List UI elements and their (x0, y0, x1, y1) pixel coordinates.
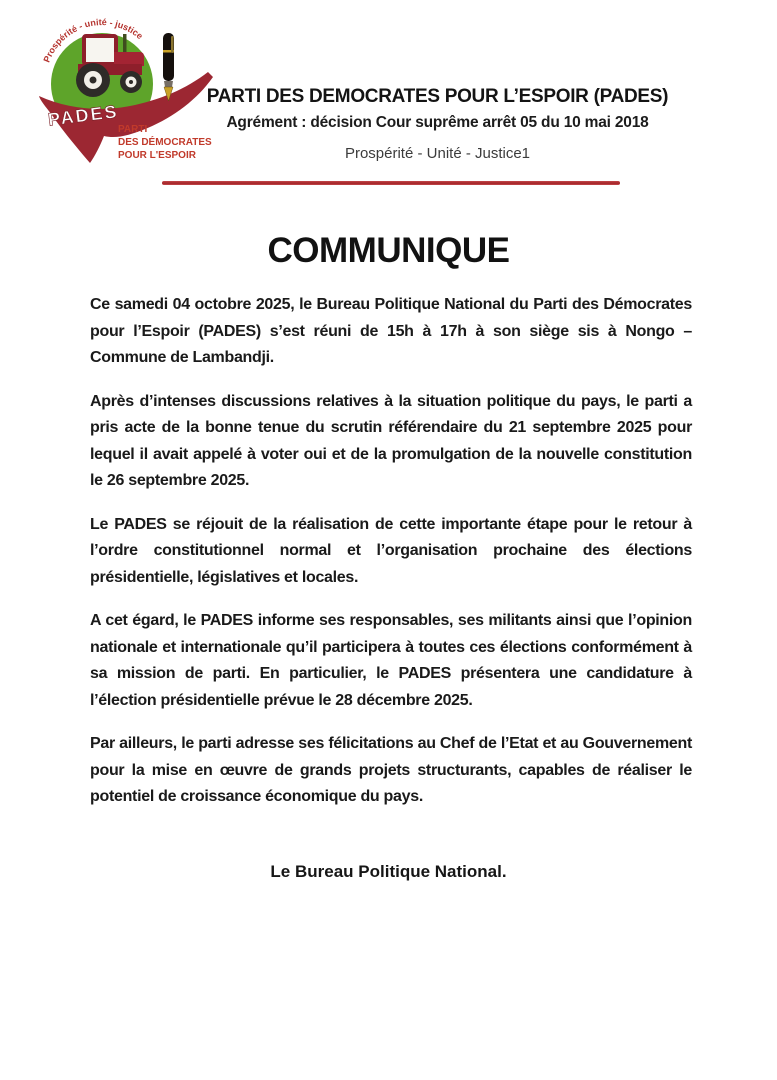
party-logo (34, 12, 222, 174)
logo-party-name (118, 124, 212, 161)
logo-acronym: PADES (46, 101, 120, 130)
signature-line: Le Bureau Politique National. (270, 862, 507, 881)
paragraph-1: Ce samedi 04 octobre 2025, le Bureau Politique National du Parti des Démocrates pour l’Espoir (PADES) s’est réuni de 15h à 17h à son siège sis à Nongo – Commune de Lambandji. (90, 296, 692, 366)
logo-arc-text: Prospérité - unité - justice (41, 17, 145, 64)
paragraph-3: Le PADES se réjouit de la réalisation de cette importante étape pour le retour à l’ordre constitutionnel normal et l’organisation prochaine des élections présidentielle, législatives et locales. (90, 515, 692, 586)
svg-text:POUR L'ESPOIR: POUR L'ESPOIR (118, 150, 196, 161)
pen-icon (163, 33, 174, 101)
paragraph-5: Par ailleurs, le parti adresse ses félicitations au Chef de l’Etat et au Gouvernement pour la mise en œuvre de grands projets structurants, capables de réaliser le potentiel de croissance économique du pays. (90, 735, 692, 805)
document-body (90, 292, 692, 828)
svg-text:DES DÉMOCRATES: DES DÉMOCRATES (118, 137, 212, 148)
header-divider (162, 181, 620, 185)
agrement-line: Agrément : décision Cour suprême arrêt 05 du 10 mai 2018 (226, 114, 649, 131)
svg-text:PARTI: PARTI (118, 124, 148, 135)
document-title: COMMUNIQUE (267, 231, 510, 270)
paragraph-4: A cet égard, le PADES informe ses responsables, ses militants ainsi que l’opinion nationale et internationale qu’il participera à toutes ces élections conformément à sa mission de parti. En particulier, le PADES présentera une candidature à l’élection présidentielle prévue le 28 décembre 2025. (90, 612, 692, 709)
letterhead (205, 86, 670, 162)
motto-line: Prospérité - Unité - Justice1 (344, 145, 531, 162)
paragraph-2: Après d’intenses discussions relatives à la situation politique du pays, le parti a pris acte de la bonne tenue du scrutin référendaire du 21 septembre 2025 pour lequel il avait appelé à voter oui et de la promulgation de la nouvelle constitution le 26 septembre 2025. (90, 392, 692, 489)
party-title: PARTI DES DEMOCRATES POUR L’ESPOIR (PADES) (206, 86, 669, 107)
